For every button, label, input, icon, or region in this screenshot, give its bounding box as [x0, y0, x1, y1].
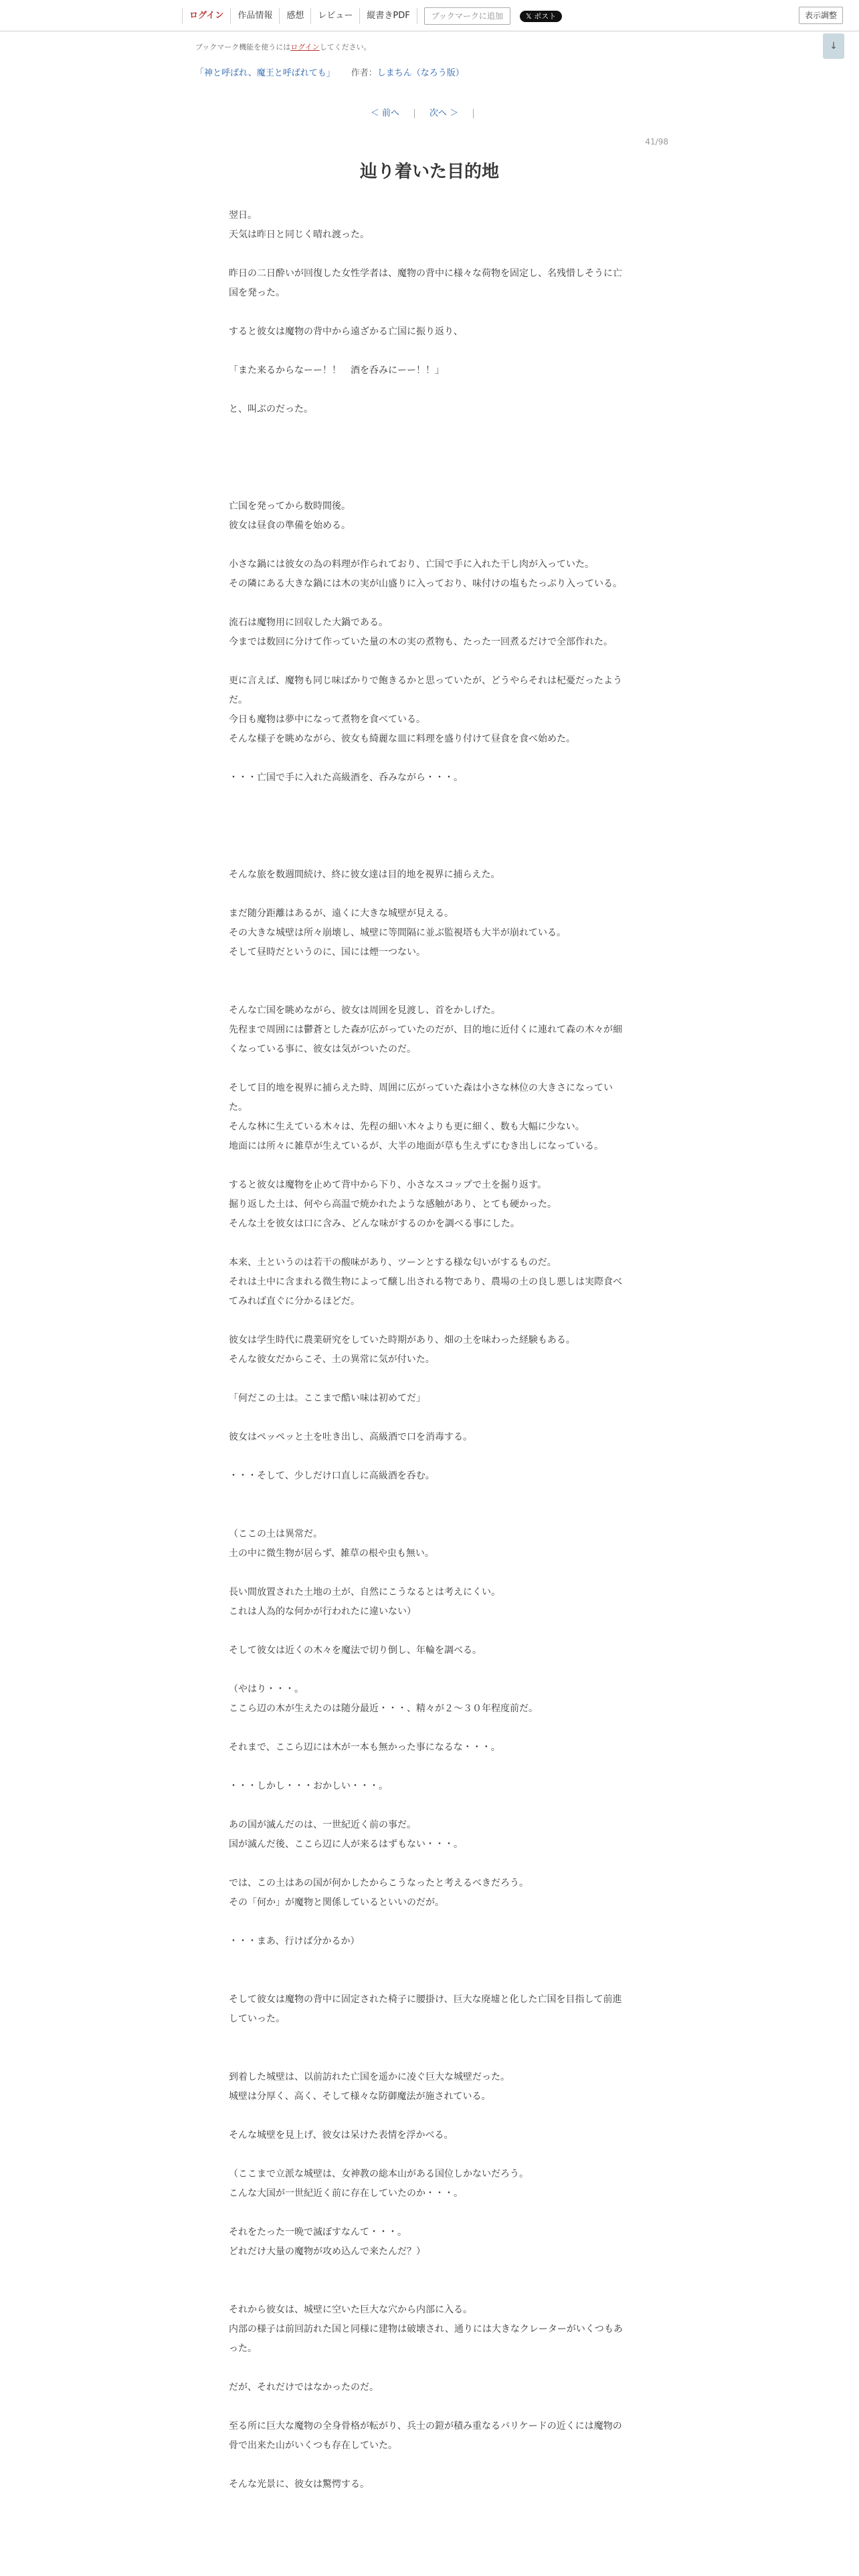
body-paragraph [229, 1564, 630, 1583]
body-paragraph: ・・・そして、少しだけ口直しに高級酒を呑む。 [229, 1471, 435, 1481]
body-paragraph [229, 788, 630, 807]
body-paragraph: （ここまで立派な城壁は、女神教の総本山がある国位しかないだろう。 [229, 2169, 529, 2179]
body-paragraph [229, 381, 630, 400]
body-paragraph: 掘り返した土は、何やら高温で焼かれたような感触があり、とても硬かった。 [229, 1199, 557, 1210]
body-paragraph [229, 1660, 630, 1680]
body-paragraph: あの国が滅んだのは、一世紀近く前の事だ。 [229, 1820, 416, 1830]
body-paragraph [229, 2107, 630, 2126]
body-paragraph: 小さな鍋には彼女の為の料理が作られており、亡国で手に入れた干し肉が入っていた。 [229, 559, 594, 570]
body-paragraph: そんな様子を眺めながら、彼女も綺麗な皿に料理を盛り付けて昼食を食べ始めた。 [229, 734, 575, 744]
body-paragraph [229, 2048, 630, 2068]
body-paragraph: 今日も魔物は夢中になって煮物を食べている。 [229, 714, 425, 725]
impressions-link[interactable]: 感想 [280, 8, 311, 24]
prev-page-link[interactable]: ＜ 前へ [370, 108, 399, 118]
body-paragraph [229, 2262, 630, 2281]
body-paragraph [229, 1370, 630, 1389]
pager-divider [473, 109, 474, 118]
body-paragraph [229, 2281, 630, 2300]
body-paragraph: そして彼女は魔物の背中に固定された椅子に腰掛け、巨大な廃墟と化した亡国を目指して前進していった。 [229, 1994, 622, 2024]
add-bookmark-button[interactable]: ブックマークに追加 [424, 7, 510, 25]
body-paragraph: すると彼女は魔物の背中から遠ざかる亡国に振り返り、 [229, 326, 463, 337]
body-paragraph [229, 1913, 630, 1932]
notice-suffix: してください。 [319, 43, 371, 51]
body-paragraph [229, 303, 630, 322]
body-paragraph: その大きな城壁は所々崩壊し、城壁に等間隔に並ぶ監視塔も大半が崩れている。 [229, 928, 566, 938]
body-paragraph: 昨日の二日酔いが回復した女性学者は、魔物の背中に様々な荷物を固定し、名残惜しそうに亡国を発った。 [229, 268, 622, 298]
body-paragraph: その隣にある大きな鍋には木の実が山盛りに入っており、味付けの塩もたっぷり入っている。 [229, 578, 622, 589]
body-paragraph: 流石は魔物用に回収した大鍋である。 [229, 617, 388, 628]
body-paragraph: 長い間放置された土地の土が、自然にこうなるとは考えにくい。 [229, 1587, 500, 1598]
body-paragraph [229, 1757, 630, 1777]
body-paragraph: そして彼女は近くの木々を魔法で切り倒し、年輪を調べる。 [229, 1645, 482, 1656]
body-paragraph: 先程まで周囲には鬱蒼とした森が広がっていたのだが、目的地に近付くに連れて森の木々が細くなっている事に、彼女は気がついたのだ。 [229, 1025, 622, 1055]
body-paragraph: ここら辺の木が生えたのは随分最近・・・、精々が２〜３０年程度前だ。 [229, 1703, 538, 1714]
work-info-link[interactable]: 作品情報 [231, 8, 280, 24]
body-paragraph: どれだけ大量の魔物が攻め込んで来たんだ？） [229, 2246, 425, 2257]
body-paragraph [229, 1311, 630, 1331]
body-paragraph: （ここの土は異常だ。 [229, 1529, 322, 1539]
body-paragraph: 更に言えば、魔物も同じ味ばかりで飽きるかと思っていたが、どうやらそれは杞憂だったようだ。 [229, 675, 622, 706]
body-paragraph [229, 458, 630, 477]
body-paragraph: その「何か」が魔物と関係しているといいのだが。 [229, 1897, 444, 1908]
body-paragraph [229, 749, 630, 768]
body-paragraph [229, 536, 630, 555]
body-paragraph: そんな林に生えている木々は、先程の細い木々よりも更に細く、数も大幅に少ない。 [229, 1121, 585, 1132]
body-paragraph: 天気は昨日と同じく晴れ渡った。 [229, 229, 369, 240]
body-paragraph [229, 419, 630, 439]
body-paragraph: すると彼女は魔物を止めて背中から下り、小さなスコップで土を掘り返す。 [229, 1180, 547, 1190]
body-paragraph [229, 982, 630, 1001]
body-paragraph: だが、それだけではなかったのだ。 [229, 2382, 379, 2393]
body-paragraph: 「何だこの土は。ここまで酷い味は初めてだ」 [229, 1393, 425, 1404]
body-paragraph [229, 1156, 630, 1176]
body-paragraph: ・・・しかし・・・おかしい・・・。 [229, 1781, 388, 1792]
body-paragraph: 彼女は学生時代に農業研究をしていた時期があり、畑の土を味わった経験もある。 [229, 1335, 575, 1346]
chapter-title: 辿り着いた目的地 [359, 162, 499, 182]
body-paragraph [229, 594, 630, 613]
body-paragraph [229, 652, 630, 671]
body-paragraph [229, 439, 630, 458]
body-paragraph: まだ随分距離はあるが、遠くに大きな城壁が見える。 [229, 908, 454, 919]
body-paragraph: そんな彼女だからこそ、土の異常に気が付いた。 [229, 1354, 435, 1365]
body-paragraph: そんな光景に、彼女は驚愕する。 [229, 2479, 369, 2490]
body-paragraph: そして目的地を視界に捕らえた時、周囲に広がっていた森は小さな林位の大きさになっていた。 [229, 1083, 613, 1113]
top-bar [0, 0, 859, 31]
login-link[interactable]: ログイン [182, 8, 231, 24]
body-paragraph [229, 1971, 630, 1990]
author-label: 作者： [351, 68, 377, 78]
x-post-button[interactable]: 𝕏 ポスト [520, 11, 562, 22]
page-number: 41/98 [645, 137, 668, 146]
body-paragraph [229, 1447, 630, 1467]
body-paragraph: 「また来るからなーー！！ 酒を呑みにーー！！」 [229, 365, 444, 376]
header-nav [182, 8, 562, 24]
body-paragraph: そんな旅を数週間続け、終に彼女達は目的地を視界に捕らえた。 [229, 869, 500, 880]
pager-divider [414, 109, 415, 118]
body-paragraph [229, 1234, 630, 1253]
body-paragraph [229, 807, 630, 827]
display-settings-button[interactable]: 表示調整 [799, 7, 843, 24]
body-paragraph [229, 2359, 630, 2378]
author-link[interactable]: しまちん（なろう版） [377, 68, 464, 78]
body-paragraph [229, 1854, 630, 1874]
body-paragraph [229, 1059, 630, 1079]
body-paragraph: これは人為的な何かが行われたに違いない） [229, 1606, 416, 1617]
body-paragraph [229, 1719, 630, 1738]
body-paragraph: と、叫ぶのだった。 [229, 404, 313, 415]
body-paragraph: それまで、ここら辺には木が一本も無かった事になるな・・・。 [229, 1742, 500, 1753]
body-paragraph [229, 1796, 630, 1816]
body-paragraph [229, 1505, 630, 1525]
body-paragraph: （やはり・・・。 [229, 1684, 304, 1695]
body-paragraph: 翌日。 [229, 210, 257, 221]
body-paragraph: では、この土はあの国が何かしたからこうなったと考えるべきだろう。 [229, 1878, 529, 1889]
body-paragraph: 地面には所々に雑草が生えているが、大半の地面が草も生えずにむき出しになっている。 [229, 1141, 603, 1152]
body-paragraph: 本来、土というのは若干の酸味があり、ツーンとする様な匂いがするものだ。 [229, 1257, 557, 1268]
body-paragraph: そんな亡国を眺めながら、彼女は周囲を見渡し、首をかしげた。 [229, 1005, 500, 1016]
body-paragraph: 彼女はペッペッと土を吐き出し、高級酒で口を消毒する。 [229, 1432, 472, 1442]
notice-prefix: ブックマーク機能を使うには [195, 43, 291, 51]
body-paragraph: そんな城壁を見上げ、彼女は呆けた表情を浮かべる。 [229, 2130, 454, 2141]
chevron-down-icon: ↓ [830, 41, 838, 51]
notice-login-link[interactable]: ログイン [290, 43, 320, 51]
body-paragraph: 土の中に微生物が居らず、雑草の根や虫も無い。 [229, 1548, 434, 1559]
body-paragraph [229, 885, 630, 904]
chapter-pager [0, 106, 859, 118]
body-paragraph: それをたった一晩で滅ぼすなんて・・・。 [229, 2227, 407, 2238]
login-notice [195, 41, 371, 52]
body-paragraph: 今までは数回に分けて作っていた量の木の実の煮物も、たった一回煮るだけで全部作れた。 [229, 637, 613, 647]
body-paragraph: 国が滅んだ後、ここら辺に人が来るはずもない・・・。 [229, 1839, 463, 1850]
body-paragraph [229, 846, 630, 865]
body-paragraph: そんな土を彼女は口に含み、どんな味がするのかを調べる事にした。 [229, 1218, 520, 1229]
body-paragraph [229, 245, 630, 264]
work-title-line [195, 66, 464, 78]
body-paragraph [229, 2204, 630, 2223]
body-paragraph: それは土中に含まれる微生物によって醸し出される物であり、農場の土の良し悪しは実際食べてみれば直ぐに分かるほどだ。 [229, 1277, 622, 1307]
body-paragraph [229, 2397, 630, 2417]
next-page-link[interactable]: 次へ ＞ [430, 108, 459, 118]
body-paragraph: 内部の様子は前回訪れた国と同様に建物は破壊され、通りには大きなクレーターがいくつもあった。 [229, 2324, 623, 2354]
body-paragraph: 至る所に巨大な魔物の全身骨格が転がり、兵士の鎧が積み重なるバリケードの近くには魔物の骨で出来た山がいくつも存在していた。 [229, 2421, 622, 2451]
body-paragraph [229, 477, 630, 497]
body-paragraph: 彼女は昼食の準備を始める。 [229, 520, 351, 531]
body-paragraph: 到着した城壁は、以前訪れた亡国を遥かに凌ぐ巨大な城壁だった。 [229, 2072, 510, 2082]
body-paragraph [229, 1622, 630, 1641]
work-title-link[interactable]: 「神と呼ばれ、魔王と呼ばれても」 [195, 68, 335, 78]
body-paragraph [229, 2145, 630, 2165]
body-paragraph [229, 962, 630, 982]
body-paragraph: 亡国を発ってから数時間後。 [229, 501, 351, 512]
vertical-pdf-link[interactable]: 縦書きPDF [360, 8, 417, 24]
body-paragraph: こんな大国が一世紀近く前に存在していたのか・・・。 [229, 2188, 463, 2199]
body-paragraph: 城壁は分厚く、高く、そして様々な防御魔法が施されている。 [229, 2091, 491, 2102]
chapter-body [229, 206, 630, 2494]
body-paragraph [229, 2456, 630, 2475]
body-paragraph [229, 827, 630, 846]
body-paragraph: ・・・まあ、行けば分かるか） [229, 1936, 360, 1947]
body-paragraph [229, 1951, 630, 1971]
body-paragraph [229, 2029, 630, 2048]
body-paragraph: それから彼女は、城壁に空いた巨大な穴から内部に入る。 [229, 2304, 472, 2315]
review-link[interactable]: レビュー [311, 8, 360, 24]
body-paragraph [229, 1408, 630, 1428]
scroll-down-button[interactable] [823, 33, 844, 59]
body-paragraph [229, 342, 630, 361]
body-paragraph [229, 1486, 630, 1505]
body-paragraph: そして昼時だというのに、国には煙一つない。 [229, 947, 425, 958]
body-paragraph: ・・・亡国で手に入れた高級酒を、呑みながら・・・。 [229, 772, 463, 783]
